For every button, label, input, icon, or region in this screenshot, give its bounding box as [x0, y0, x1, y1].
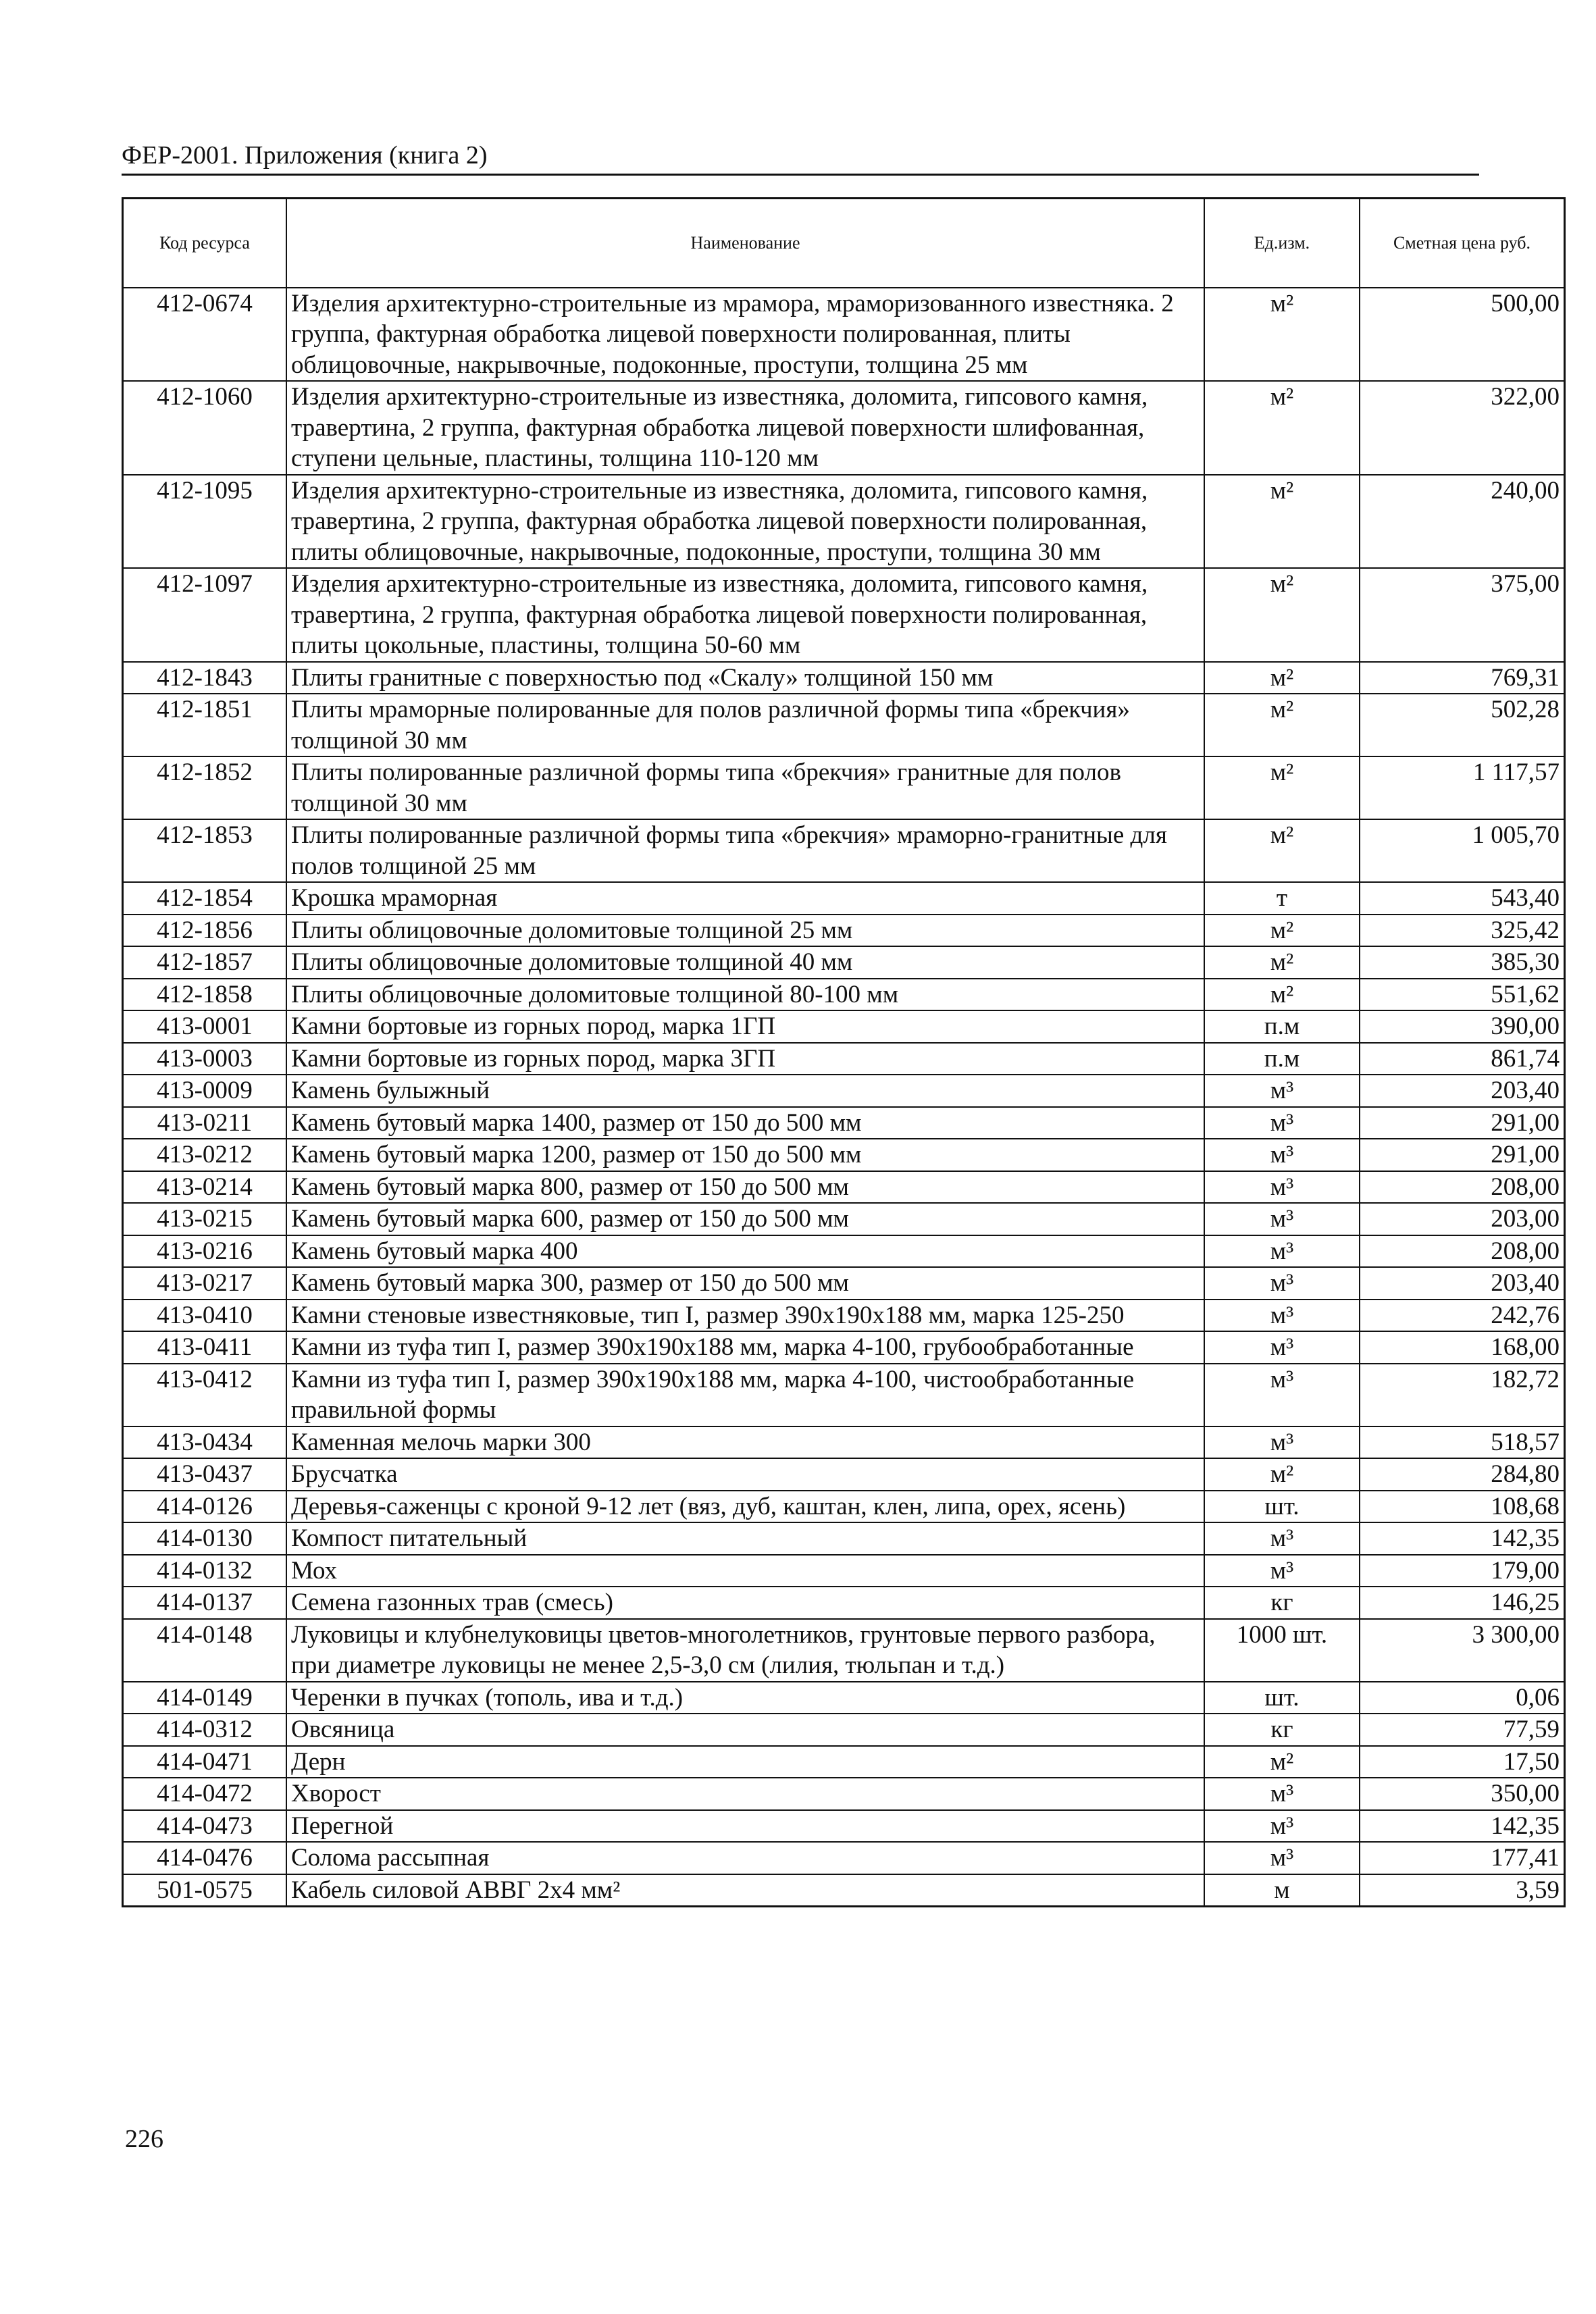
- cell-name: Семена газонных трав (смесь): [286, 1587, 1204, 1619]
- cell-code: 414-0148: [123, 1619, 287, 1682]
- cell-price: 375,00: [1360, 568, 1565, 662]
- cell-name: Изделия архитектурно-строительные из известняка, доломита, гипсового камня, травертина, 2 группа, фактурная обработка лицевой поверхности полированная, плиты облицовочные, накрывочные, подоконные, проступи, толщина 30 мм: [286, 475, 1204, 569]
- cell-name: Камни из туфа тип I, размер 390x190x188 мм, марка 4-100, чистообработанные правильной формы: [286, 1364, 1204, 1426]
- cell-code: 414-0312: [123, 1714, 287, 1746]
- cell-name: Плиты облицовочные доломитовые толщиной 25 мм: [286, 915, 1204, 947]
- cell-unit: шт.: [1204, 1491, 1360, 1523]
- table-row: [123, 1107, 1565, 1139]
- table-row: [123, 1075, 1565, 1107]
- cell-name: Камень бутовый марка 800, размер от 150 до 500 мм: [286, 1171, 1204, 1204]
- cell-unit: кг: [1204, 1714, 1360, 1746]
- table-row: [123, 1235, 1565, 1268]
- column-header-name: Наименование: [286, 199, 1204, 288]
- cell-name: Плиты облицовочные доломитовые толщиной 80-100 мм: [286, 979, 1204, 1011]
- table-row: [123, 1778, 1565, 1810]
- cell-code: 414-0132: [123, 1555, 287, 1587]
- cell-price: 551,62: [1360, 979, 1565, 1011]
- cell-code: 413-0211: [123, 1107, 287, 1139]
- cell-code: 414-0476: [123, 1842, 287, 1874]
- cell-code: 413-0412: [123, 1364, 287, 1426]
- cell-unit: м³: [1204, 1331, 1360, 1364]
- cell-code: 414-0130: [123, 1522, 287, 1555]
- cell-name: Камень бутовый марка 600, размер от 150 до 500 мм: [286, 1203, 1204, 1235]
- cell-unit: м²: [1204, 568, 1360, 662]
- cell-unit: 1000 шт.: [1204, 1619, 1360, 1682]
- table-row: [123, 1587, 1565, 1619]
- table-row: [123, 756, 1565, 819]
- cell-unit: м³: [1204, 1203, 1360, 1235]
- table-row: [123, 381, 1565, 475]
- cell-unit: п.м: [1204, 1010, 1360, 1043]
- cell-code: 413-0437: [123, 1458, 287, 1491]
- cell-code: 414-0137: [123, 1587, 287, 1619]
- cell-name: Деревья-саженцы с кроной 9-12 лет (вяз, дуб, каштан, клен, липа, орех, ясень): [286, 1491, 1204, 1523]
- table-row: [123, 1491, 1565, 1523]
- cell-price: 1 005,70: [1360, 819, 1565, 882]
- cell-code: 412-1857: [123, 946, 287, 979]
- cell-name: Перегной: [286, 1810, 1204, 1843]
- cell-name: Плиты полированные различной формы типа «брекчия» мраморно-гранитные для полов толщиной 25 мм: [286, 819, 1204, 882]
- table-row: [123, 1331, 1565, 1364]
- cell-price: 208,00: [1360, 1235, 1565, 1268]
- cell-price: 208,00: [1360, 1171, 1565, 1204]
- cell-name: Камень бутовый марка 1400, размер от 150 до 500 мм: [286, 1107, 1204, 1139]
- cell-unit: кг: [1204, 1587, 1360, 1619]
- cell-price: 142,35: [1360, 1522, 1565, 1555]
- cell-name: Плиты полированные различной формы типа «брекчия» гранитные для полов толщиной 30 мм: [286, 756, 1204, 819]
- column-header-code: Код ресурса: [123, 199, 287, 288]
- cell-name: Хворост: [286, 1778, 1204, 1810]
- cell-name: Черенки в пучках (тополь, ива и т.д.): [286, 1682, 1204, 1714]
- table-row: [123, 1746, 1565, 1778]
- cell-unit: м³: [1204, 1235, 1360, 1268]
- cell-price: 322,00: [1360, 381, 1565, 475]
- cell-code: 413-0009: [123, 1075, 287, 1107]
- cell-code: 413-0410: [123, 1300, 287, 1332]
- cell-price: 291,00: [1360, 1139, 1565, 1171]
- cell-price: 543,40: [1360, 882, 1565, 915]
- cell-code: 413-0214: [123, 1171, 287, 1204]
- table-row: [123, 568, 1565, 662]
- cell-price: 0,06: [1360, 1682, 1565, 1714]
- cell-code: 414-0472: [123, 1778, 287, 1810]
- cell-name: Плиты облицовочные доломитовые толщиной 40 мм: [286, 946, 1204, 979]
- cell-price: 242,76: [1360, 1300, 1565, 1332]
- cell-code: 412-0674: [123, 288, 287, 382]
- cell-price: 284,80: [1360, 1458, 1565, 1491]
- cell-price: 769,31: [1360, 662, 1565, 694]
- cell-code: 413-0434: [123, 1426, 287, 1459]
- table-row: [123, 1619, 1565, 1682]
- cell-unit: м²: [1204, 381, 1360, 475]
- cell-name: Камни бортовые из горных пород, марка 3ГП: [286, 1043, 1204, 1075]
- table-row: [123, 1522, 1565, 1555]
- table-row: [123, 1458, 1565, 1491]
- cell-price: 500,00: [1360, 288, 1565, 382]
- cell-price: 350,00: [1360, 1778, 1565, 1810]
- table-row: [123, 1267, 1565, 1300]
- cell-unit: т: [1204, 882, 1360, 915]
- cell-name: Дерн: [286, 1746, 1204, 1778]
- cell-unit: м²: [1204, 694, 1360, 756]
- cell-price: 502,28: [1360, 694, 1565, 756]
- cell-name: Изделия архитектурно-строительные из мрамора, мраморизованного известняка. 2 группа, фактурная обработка лицевой поверхности полированная, плиты облицовочные, накрывочные, подоконные, проступи, толщина 25 мм: [286, 288, 1204, 382]
- cell-price: 325,42: [1360, 915, 1565, 947]
- table-row: [123, 1171, 1565, 1204]
- cell-unit: м³: [1204, 1522, 1360, 1555]
- cell-price: 182,72: [1360, 1364, 1565, 1426]
- cell-price: 291,00: [1360, 1107, 1565, 1139]
- cell-code: 413-0212: [123, 1139, 287, 1171]
- cell-name: Камень булыжный: [286, 1075, 1204, 1107]
- cell-code: 412-1843: [123, 662, 287, 694]
- cell-price: 177,41: [1360, 1842, 1565, 1874]
- cell-unit: шт.: [1204, 1682, 1360, 1714]
- cell-code: 412-1095: [123, 475, 287, 569]
- table-row: [123, 915, 1565, 947]
- cell-price: 518,57: [1360, 1426, 1565, 1459]
- table-row: [123, 288, 1565, 382]
- table-row: [123, 1810, 1565, 1843]
- cell-code: 414-0471: [123, 1746, 287, 1778]
- column-header-price: Сметная цена руб.: [1360, 199, 1565, 288]
- cell-name: Овсяница: [286, 1714, 1204, 1746]
- cell-price: 240,00: [1360, 475, 1565, 569]
- table-row: [123, 1364, 1565, 1426]
- cell-name: Изделия архитектурно-строительные из известняка, доломита, гипсового камня, травертина, 2 группа, фактурная обработка лицевой поверхности полированная, плиты цокольные, пластины, толщина 50-60 мм: [286, 568, 1204, 662]
- cell-name: Каменная мелочь марки 300: [286, 1426, 1204, 1459]
- table-body: [123, 288, 1565, 1907]
- cell-unit: м³: [1204, 1426, 1360, 1459]
- cell-unit: м³: [1204, 1107, 1360, 1139]
- cell-code: 412-1851: [123, 694, 287, 756]
- page-number: 226: [125, 2125, 163, 2153]
- cell-unit: м²: [1204, 1746, 1360, 1778]
- cell-code: 414-0149: [123, 1682, 287, 1714]
- cell-code: 413-0003: [123, 1043, 287, 1075]
- cell-unit: м³: [1204, 1842, 1360, 1874]
- cell-code: 412-1858: [123, 979, 287, 1011]
- cell-price: 385,30: [1360, 946, 1565, 979]
- cell-price: 1 117,57: [1360, 756, 1565, 819]
- cell-unit: м³: [1204, 1300, 1360, 1332]
- cell-price: 390,00: [1360, 1010, 1565, 1043]
- cell-unit: м²: [1204, 979, 1360, 1011]
- cell-name: Луковицы и клубнелуковицы цветов-многолетников, грунтовые первого разбора, при диаметре луковицы не менее 2,5-3,0 см (лилия, тюльпан и т.д.): [286, 1619, 1204, 1682]
- cell-unit: м²: [1204, 475, 1360, 569]
- table-row: [123, 1682, 1565, 1714]
- cell-price: 17,50: [1360, 1746, 1565, 1778]
- table-row: [123, 819, 1565, 882]
- table-row: [123, 946, 1565, 979]
- cell-name: Камень бутовый марка 400: [286, 1235, 1204, 1268]
- cell-unit: м³: [1204, 1555, 1360, 1587]
- cell-unit: м²: [1204, 288, 1360, 382]
- cell-name: Компост питательный: [286, 1522, 1204, 1555]
- cell-unit: м²: [1204, 662, 1360, 694]
- cell-price: 3,59: [1360, 1874, 1565, 1907]
- cell-unit: м³: [1204, 1139, 1360, 1171]
- cell-name: Солома рассыпная: [286, 1842, 1204, 1874]
- cell-code: 413-0217: [123, 1267, 287, 1300]
- cell-name: Камни стеновые известняковые, тип I, размер 390x190x188 мм, марка 125-250: [286, 1300, 1204, 1332]
- table-row: [123, 1842, 1565, 1874]
- cell-price: 168,00: [1360, 1331, 1565, 1364]
- table-row: [123, 1043, 1565, 1075]
- table-row: [123, 694, 1565, 756]
- cell-name: Камни бортовые из горных пород, марка 1ГП: [286, 1010, 1204, 1043]
- table-row: [123, 1555, 1565, 1587]
- table-row: [123, 1203, 1565, 1235]
- cell-code: 412-1097: [123, 568, 287, 662]
- table-row: [123, 475, 1565, 569]
- cell-name: Брусчатка: [286, 1458, 1204, 1491]
- table-row: [123, 1714, 1565, 1746]
- cell-name: Изделия архитектурно-строительные из известняка, доломита, гипсового камня, травертина, 2 группа, фактурная обработка лицевой поверхности шлифованная, ступени цельные, пластины, толщина 110-120 мм: [286, 381, 1204, 475]
- cell-unit: м³: [1204, 1075, 1360, 1107]
- cell-unit: м³: [1204, 1364, 1360, 1426]
- cell-unit: м²: [1204, 1458, 1360, 1491]
- cell-unit: п.м: [1204, 1043, 1360, 1075]
- cell-code: 412-1852: [123, 756, 287, 819]
- cell-unit: м²: [1204, 756, 1360, 819]
- cell-code: 413-0215: [123, 1203, 287, 1235]
- cell-code: 413-0001: [123, 1010, 287, 1043]
- cell-price: 203,00: [1360, 1203, 1565, 1235]
- table-row: [123, 882, 1565, 915]
- price-table: [122, 197, 1566, 1907]
- cell-price: 179,00: [1360, 1555, 1565, 1587]
- cell-unit: м³: [1204, 1171, 1360, 1204]
- cell-code: 414-0126: [123, 1491, 287, 1523]
- cell-price: 108,68: [1360, 1491, 1565, 1523]
- cell-price: 77,59: [1360, 1714, 1565, 1746]
- cell-code: 412-1854: [123, 882, 287, 915]
- cell-name: Плиты гранитные с поверхностью под «Скалу» толщиной 150 мм: [286, 662, 1204, 694]
- cell-code: 412-1853: [123, 819, 287, 882]
- cell-name: Плиты мраморные полированные для полов различной формы типа «брекчия» толщиной 30 мм: [286, 694, 1204, 756]
- table-row: [123, 1426, 1565, 1459]
- cell-price: 861,74: [1360, 1043, 1565, 1075]
- table-row: [123, 662, 1565, 694]
- table-row: [123, 1300, 1565, 1332]
- cell-unit: м²: [1204, 819, 1360, 882]
- table-header-row: [123, 199, 1565, 288]
- cell-code: 414-0473: [123, 1810, 287, 1843]
- cell-unit: м²: [1204, 946, 1360, 979]
- cell-unit: м³: [1204, 1778, 1360, 1810]
- cell-unit: м²: [1204, 915, 1360, 947]
- cell-name: Камень бутовый марка 300, размер от 150 до 500 мм: [286, 1267, 1204, 1300]
- table-row: [123, 1139, 1565, 1171]
- table-row: [123, 1874, 1565, 1907]
- cell-price: 3 300,00: [1360, 1619, 1565, 1682]
- cell-name: Кабель силовой АВВГ 2x4 мм²: [286, 1874, 1204, 1907]
- cell-name: Крошка мраморная: [286, 882, 1204, 915]
- cell-name: Камни из туфа тип I, размер 390x190x188 мм, марка 4-100, грубообработанные: [286, 1331, 1204, 1364]
- cell-code: 413-0216: [123, 1235, 287, 1268]
- running-head: ФЕР-2001. Приложения (книга 2): [122, 138, 1479, 176]
- cell-unit: м³: [1204, 1267, 1360, 1300]
- cell-price: 146,25: [1360, 1587, 1565, 1619]
- cell-code: 412-1060: [123, 381, 287, 475]
- cell-price: 203,40: [1360, 1075, 1565, 1107]
- cell-code: 413-0411: [123, 1331, 287, 1364]
- cell-name: Мох: [286, 1555, 1204, 1587]
- cell-unit: м³: [1204, 1810, 1360, 1843]
- cell-price: 142,35: [1360, 1810, 1565, 1843]
- cell-code: 501-0575: [123, 1874, 287, 1907]
- cell-unit: м: [1204, 1874, 1360, 1907]
- table-row: [123, 1010, 1565, 1043]
- cell-name: Камень бутовый марка 1200, размер от 150 до 500 мм: [286, 1139, 1204, 1171]
- column-header-unit: Ед.изм.: [1204, 199, 1360, 288]
- cell-code: 412-1856: [123, 915, 287, 947]
- cell-price: 203,40: [1360, 1267, 1565, 1300]
- table-row: [123, 979, 1565, 1011]
